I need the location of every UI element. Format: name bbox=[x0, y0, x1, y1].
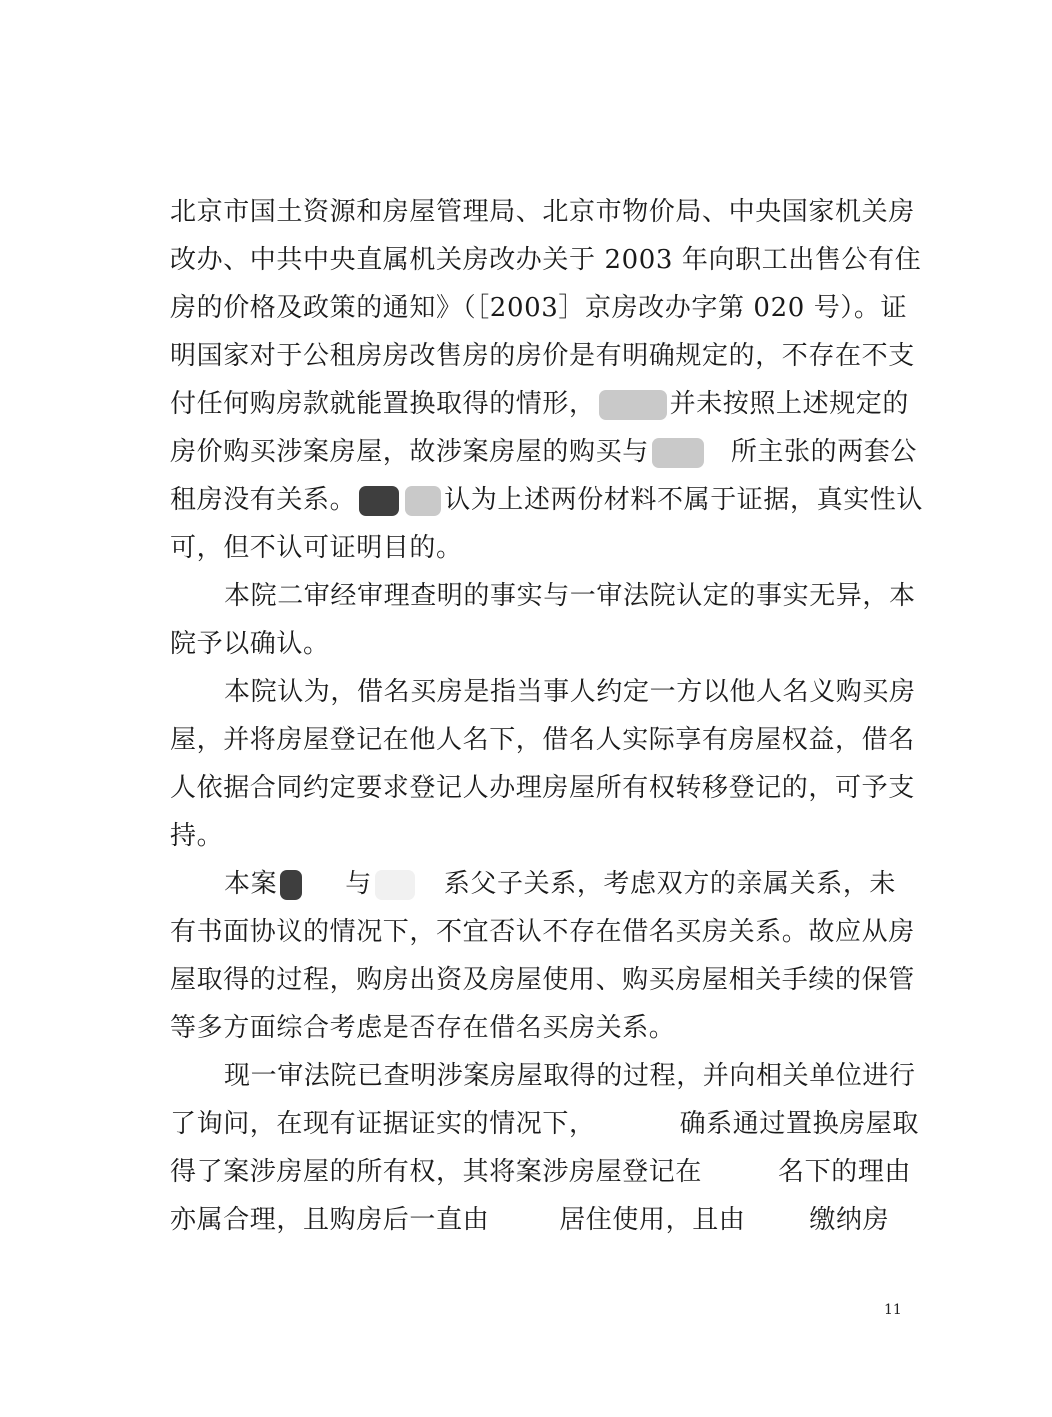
text-segment: 房价购买涉案房屋，故涉案房屋的购买与 bbox=[170, 437, 649, 467]
text-line bbox=[170, 428, 918, 476]
text-segment: 亦属合理，且购房后一直由 bbox=[170, 1205, 490, 1235]
paragraph-first-line: 本院认为，借名买房是指当事人约定一方以他人名义购买房 bbox=[224, 677, 916, 707]
text-segment: 所主张的两套公 bbox=[730, 437, 918, 467]
text-line: 等多方面综合考虑是否存在借名买房关系。 bbox=[170, 1013, 676, 1043]
redaction-mark bbox=[405, 486, 441, 516]
text-segment: 系父子关系，考虑双方的亲属关系，未 bbox=[443, 869, 897, 899]
redaction-mark bbox=[308, 870, 342, 900]
text-segment: 本案 bbox=[224, 869, 278, 899]
text-line bbox=[170, 476, 924, 524]
paragraph-first-line: 现一审法院已查明涉案房屋取得的过程，并向相关单位进行 bbox=[224, 1061, 916, 1091]
text-line: 明国家对于公租房房改售房的房价是有明确规定的，不存在不支 bbox=[170, 341, 915, 371]
redaction-mark bbox=[492, 1206, 556, 1236]
text-line bbox=[170, 380, 910, 428]
text-line bbox=[170, 1196, 906, 1244]
redaction-mark bbox=[599, 390, 667, 420]
text-line: 可，但不认可证明目的。 bbox=[170, 533, 463, 563]
text-line: 持。 bbox=[170, 821, 224, 851]
text-segment: 与 bbox=[345, 869, 372, 899]
redaction-mark bbox=[705, 1158, 775, 1188]
text-line: 人依据合同约定要求登记人办理房屋所有权转移登记的，可予支 bbox=[170, 773, 915, 803]
redaction-mark bbox=[280, 870, 302, 900]
text-segment: 认为上述两份材料不属于证据，真实性认 bbox=[444, 485, 924, 515]
redaction-mark bbox=[652, 438, 704, 468]
text-line: 屋取得的过程，购房出资及房屋使用、购买房屋相关手续的保管 bbox=[170, 965, 915, 995]
text-line: 有书面协议的情况下，不宜否认不存在借名买房关系。故应从房 bbox=[170, 917, 915, 947]
text-line: 改办、中共中央直属机关房改办关于 2003 年向职工出售公有住 bbox=[170, 245, 922, 275]
redaction-mark bbox=[421, 870, 441, 900]
redaction-mark bbox=[599, 1110, 677, 1140]
text-segment: 名下的理由 bbox=[778, 1157, 912, 1187]
text-line: 房的价格及政策的通知》（［2003］京房改办字第 020 号）。证 bbox=[170, 293, 908, 323]
paragraph-first-line bbox=[170, 860, 906, 908]
text-segment: 得了案涉房屋的所有权，其将案涉房屋登记在 bbox=[170, 1157, 703, 1187]
text-segment: 付任何购房款就能置换取得的情形， bbox=[170, 389, 596, 419]
text-segment: 租房没有关系。 bbox=[170, 485, 357, 515]
paragraph-first-line: 本院二审经审理查明的事实与一审法院认定的事实无异，本 bbox=[224, 581, 916, 611]
text-segment: 并未按照上述规定的 bbox=[669, 389, 910, 419]
text-line: 屋，并将房屋登记在他人名下，借名人实际享有房屋权益，借名 bbox=[170, 725, 915, 755]
redaction-mark bbox=[359, 486, 399, 516]
text-segment: 居住使用，且由 bbox=[559, 1205, 746, 1235]
text-segment: 了询问，在现有证据证实的情况下， bbox=[170, 1109, 596, 1139]
redaction-mark bbox=[710, 438, 728, 468]
text-line: 院予以确认。 bbox=[170, 629, 330, 659]
text-line: 北京市国土资源和房屋管理局、北京市物价局、中央国家机关房 bbox=[170, 197, 915, 227]
text-segment: 确系通过置换房屋取 bbox=[679, 1109, 920, 1139]
text-segment: 缴纳房 bbox=[809, 1205, 890, 1235]
text-line bbox=[170, 1100, 920, 1148]
redaction-mark bbox=[375, 870, 415, 900]
body-text bbox=[170, 188, 924, 1244]
text-line bbox=[170, 1148, 912, 1196]
page-number: 11 bbox=[884, 1302, 902, 1318]
redaction-mark bbox=[748, 1206, 806, 1236]
